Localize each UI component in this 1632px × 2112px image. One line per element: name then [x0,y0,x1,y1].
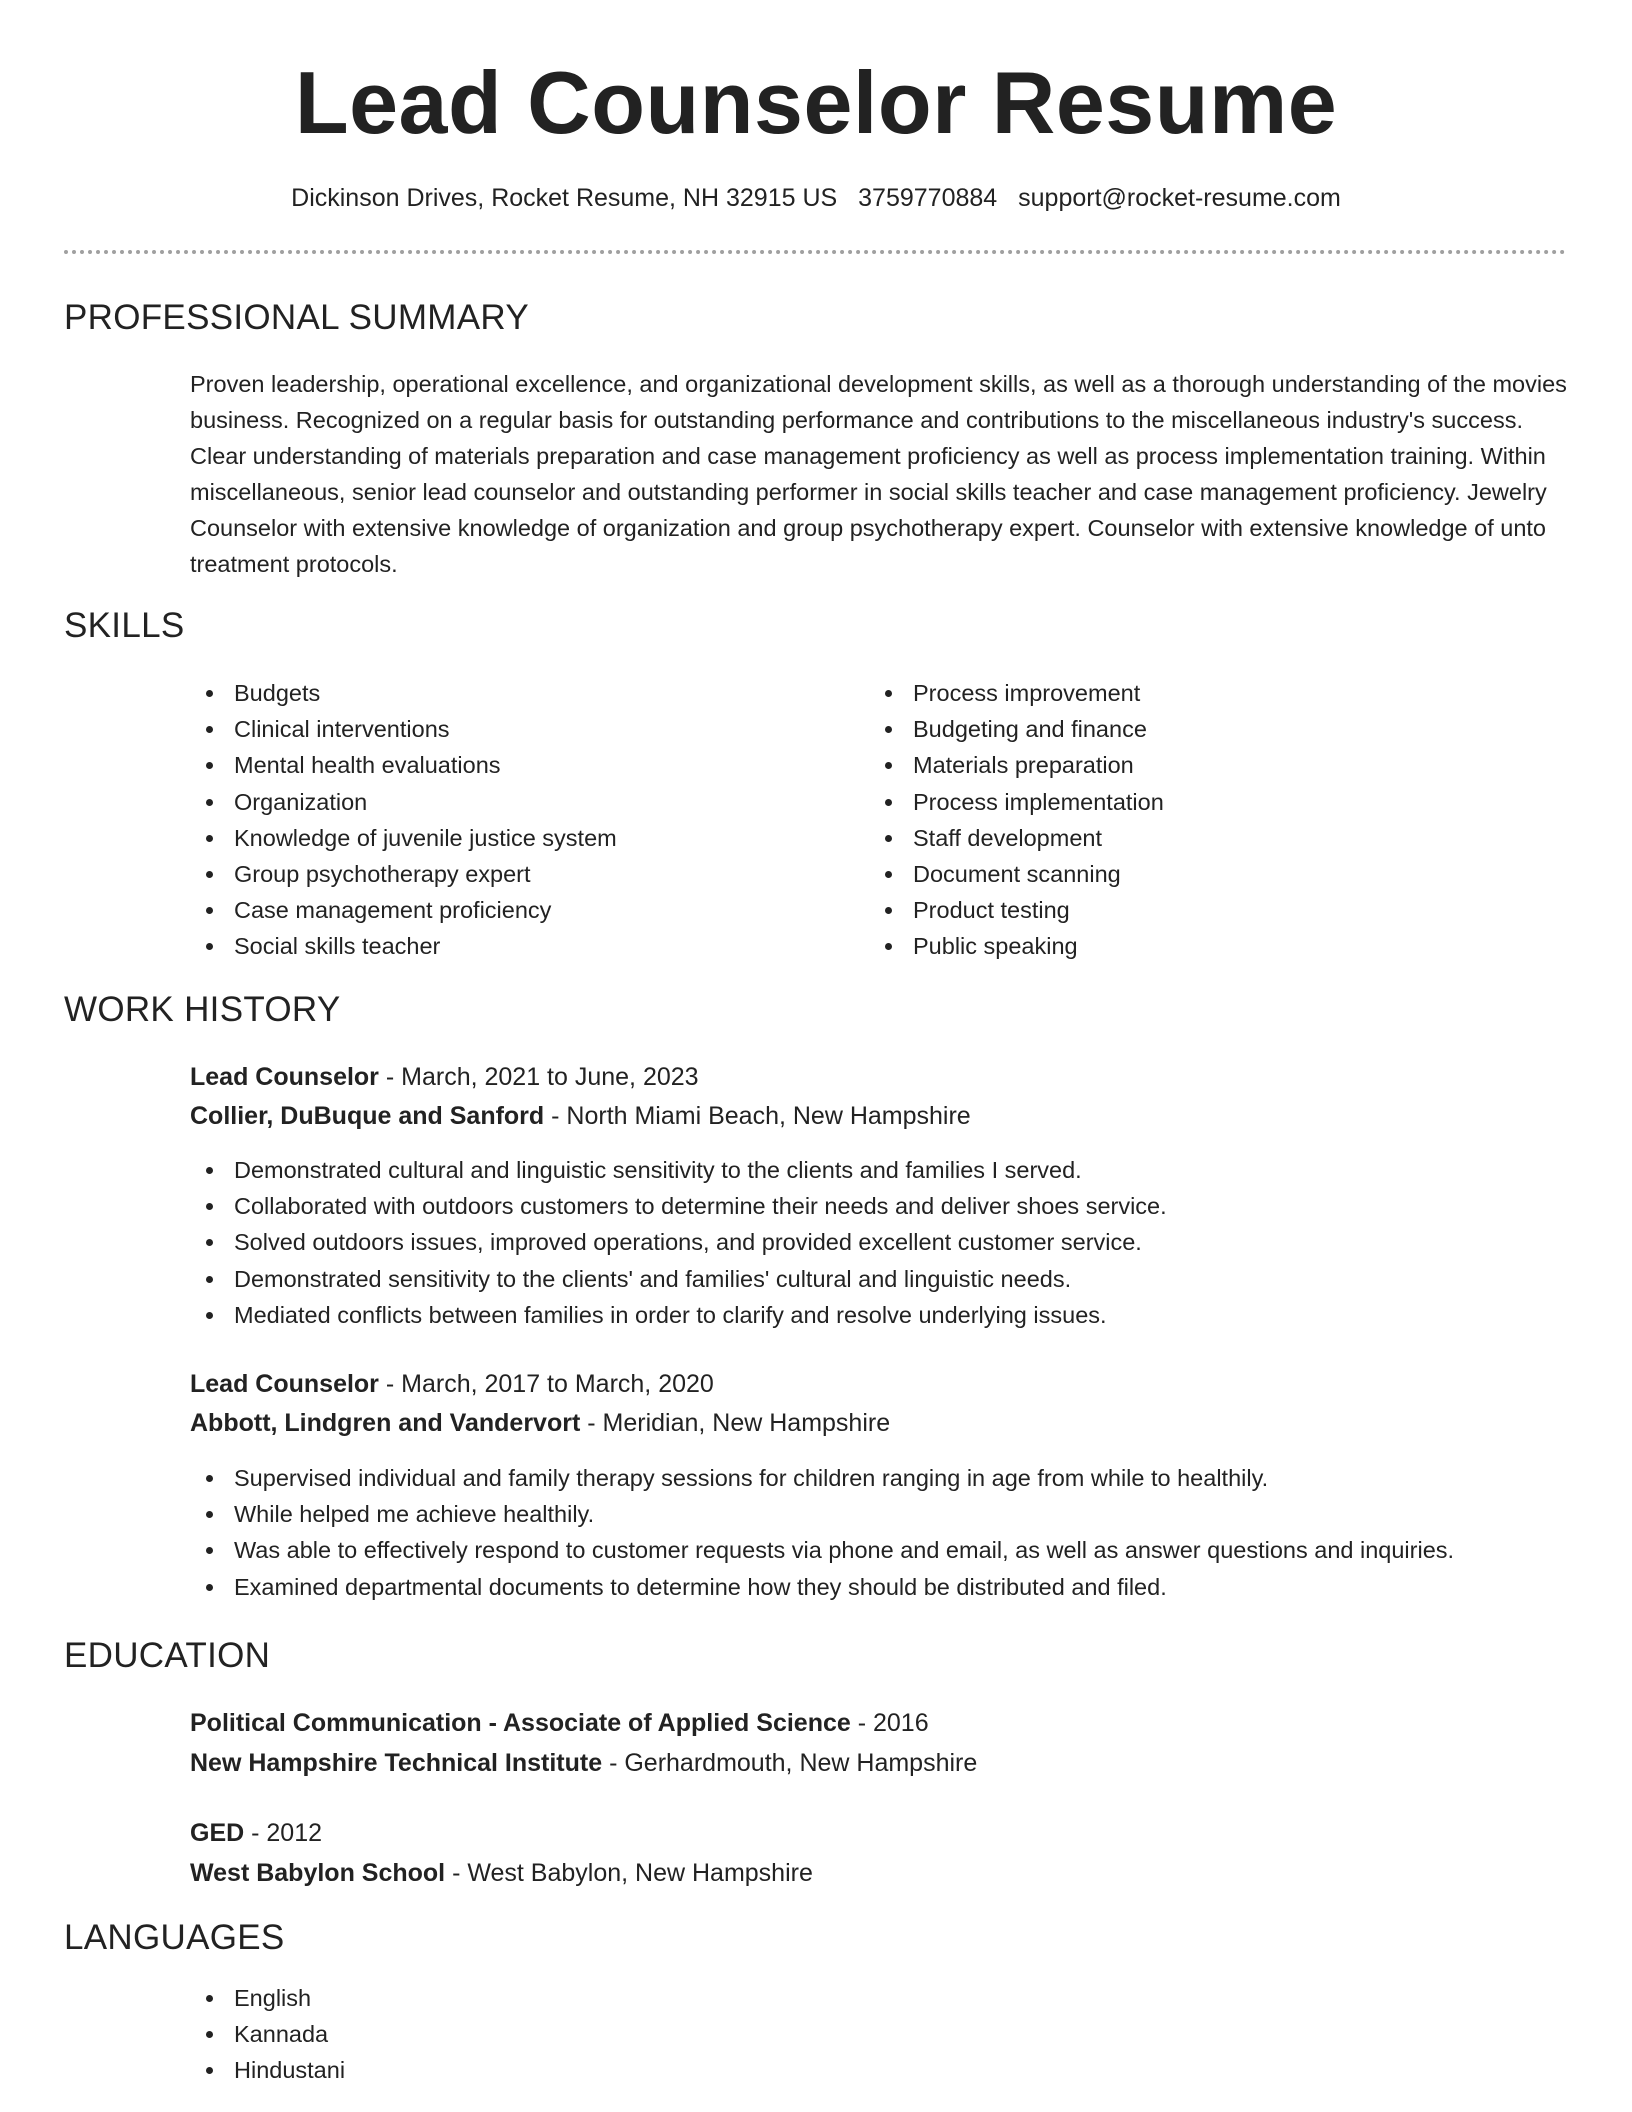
job-title-line [190,1063,699,1092]
job-location: - Meridian, New Hampshire [580,1409,891,1437]
job-title-line [190,1370,714,1399]
languages-heading: LANGUAGES [64,1918,285,1957]
skill-item: Knowledge of juvenile justice system [190,820,870,856]
languages-list [190,1980,345,2089]
language-item: English [190,1980,345,2016]
skill-item: Staff development [869,820,1549,856]
skill-item: Case management proficiency [190,892,870,928]
skills-heading: SKILLS [64,606,185,645]
language-item: Kannada [190,2016,345,2052]
contact-line [0,184,1632,213]
summary-heading: PROFESSIONAL SUMMARY [64,298,529,337]
skill-item: Document scanning [869,856,1549,892]
skill-item: Budgets [190,675,870,711]
skill-item: Materials preparation [869,747,1549,783]
skill-item: Public speaking [869,928,1549,964]
education-school: New Hampshire Technical Institute [190,1749,603,1777]
job-company: Abbott, Lindgren and Vandervort [190,1409,581,1437]
language-item: Hindustani [190,2052,345,2088]
education-year: - 2016 [850,1709,929,1737]
job-bullet: While helped me achieve healthily. [190,1496,1590,1532]
job-bullets [190,1460,1590,1605]
job-bullet: Supervised individual and family therapy sessions for children ranging in age from while to healthily. [190,1460,1590,1496]
contact-address: Dickinson Drives, Rocket Resume, NH 32915 US [291,184,838,212]
education-degree-line [190,1819,322,1848]
job-bullet: Solved outdoors issues, improved operations, and provided excellent customer service. [190,1224,1590,1260]
skill-item: Budgeting and finance [869,711,1549,747]
job-location: - North Miami Beach, New Hampshire [544,1102,971,1130]
job-bullet: Examined departmental documents to determine how they should be distributed and filed. [190,1569,1590,1605]
job-bullet: Demonstrated cultural and linguistic sensitivity to the clients and families I served. [190,1152,1590,1188]
header-divider [64,250,1566,254]
education-degree: GED [190,1819,245,1847]
education-degree: Political Communication - Associate of Applied Science [190,1709,851,1737]
education-school-line [190,1749,977,1778]
contact-email[interactable]: support@rocket-resume.com [1018,184,1341,212]
education-heading: EDUCATION [64,1636,271,1675]
education-location: - Gerhardmouth, New Hampshire [602,1749,978,1777]
skill-item: Social skills teacher [190,928,870,964]
education-year: - 2012 [244,1819,323,1847]
education-location: - West Babylon, New Hampshire [445,1859,813,1887]
resume-title: Lead Counselor Resume [294,53,1338,152]
education-degree-line [190,1709,929,1738]
job-company-line [190,1409,890,1438]
skill-item: Organization [190,784,870,820]
skills-list-right [869,675,1549,965]
summary-text: Proven leadership, operational excellence, and organizational development skills, as well as a thorough understanding of the movies business. Recognized on a regular basis for outstanding performance and contributions to the miscellaneous industry's success. Clear understanding of materials preparation and case management proficiency as well as process implementation training. Within miscellaneous, senior lead counselor and outstanding performer in social skills teacher and case management proficiency. Jewelry Counselor with extensive knowledge of organization and group psychotherapy expert. Counselor with extensive knowledge of unto treatment protocols. [190,371,1567,577]
skill-item: Group psychotherapy expert [190,856,870,892]
job-dates: - March, 2021 to June, 2023 [378,1063,699,1091]
skill-item: Mental health evaluations [190,747,870,783]
contact-phone: 3759770884 [858,184,998,212]
job-bullet: Demonstrated sensitivity to the clients' and families' cultural and linguistic needs. [190,1261,1590,1297]
job-bullets [190,1152,1590,1333]
skill-item: Product testing [869,892,1549,928]
job-title: Lead Counselor [190,1063,379,1091]
education-school-line [190,1859,813,1888]
work-history-heading: WORK HISTORY [64,990,341,1029]
job-company: Collier, DuBuque and Sanford [190,1102,545,1130]
education-school: West Babylon School [190,1859,446,1887]
job-bullet: Mediated conflicts between families in order to clarify and resolve underlying issues. [190,1297,1590,1333]
job-bullet: Was able to effectively respond to customer requests via phone and email, as well as answer questions and inquiries. [190,1532,1590,1568]
job-title: Lead Counselor [190,1370,379,1398]
skills-list-left [190,675,870,965]
skill-item: Process improvement [869,675,1549,711]
job-bullet: Collaborated with outdoors customers to determine their needs and deliver shoes service. [190,1188,1590,1224]
skill-item: Process implementation [869,784,1549,820]
job-dates: - March, 2017 to March, 2020 [378,1370,714,1398]
skill-item: Clinical interventions [190,711,870,747]
job-company-line [190,1102,971,1131]
